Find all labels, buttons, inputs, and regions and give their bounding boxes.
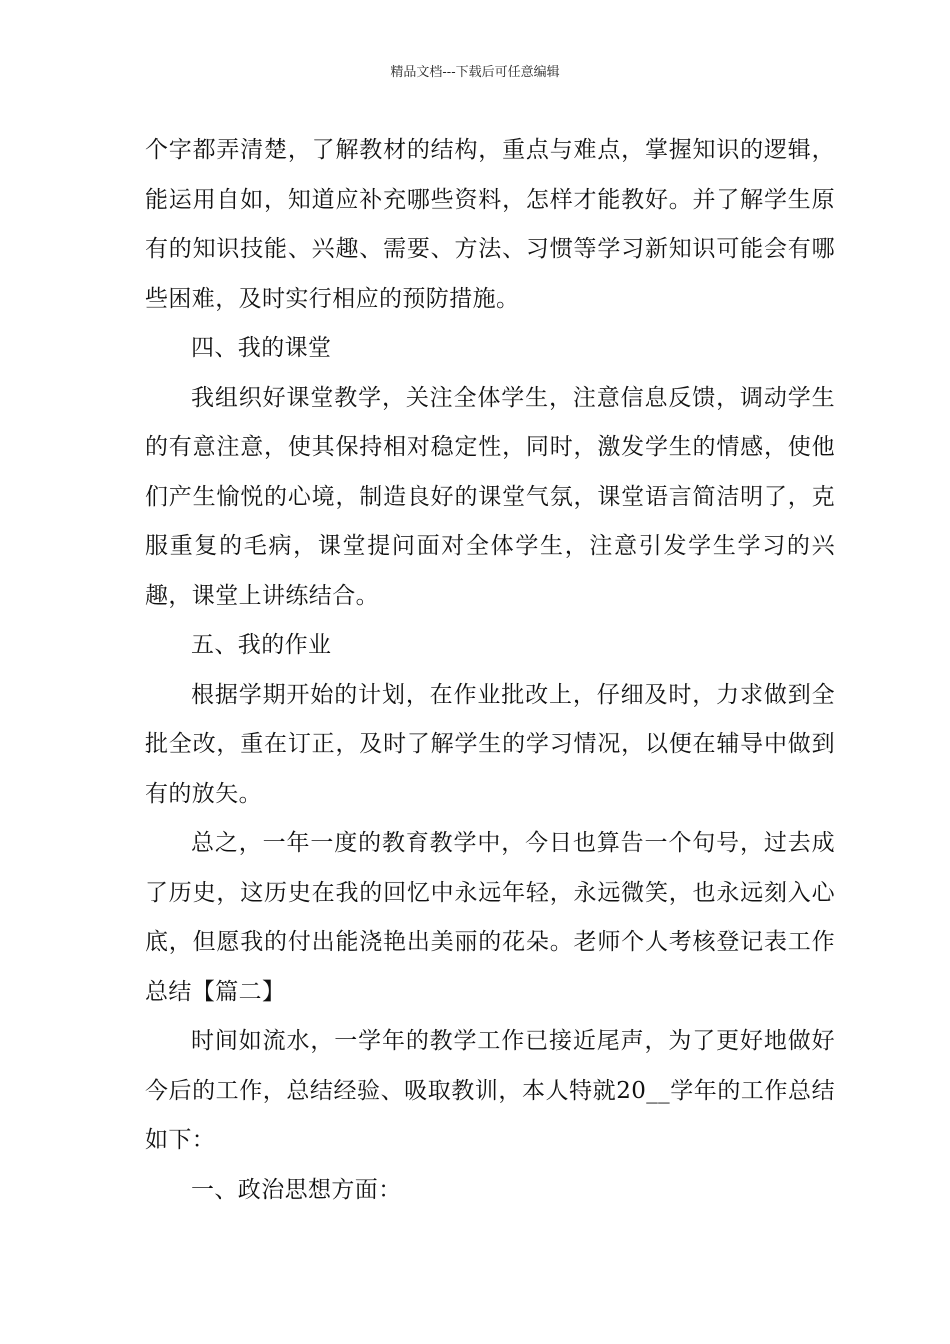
paragraph-homework: 根据学期开始的计划，在作业批改上，仔细及时，力求做到全批全改，重在订正，及时了解学生的学习情况，以便在辅导中做到有的放矢。 [145, 681, 835, 807]
paragraph-continuation: 个字都弄清楚，了解教材的结构，重点与难点，掌握知识的逻辑，能运用自如，知道应补充哪些资料，怎样才能教好。并了解学生原有的知识技能、兴趣、需要、方法、习惯等学习新知识可能会有哪些困难，及时实行相应的预防措施。 [145, 137, 835, 312]
section-heading-homework: 五、我的作业 [191, 632, 332, 658]
section-heading-politics: 一、政治思想方面： [191, 1176, 402, 1203]
section-heading-classroom: 四、我的课堂 [191, 335, 332, 361]
paragraph-summary: 总之，一年一度的教育教学中，今日也算告一个句号，过去成了历史，这历史在我的回忆中永远年轻，永远微笑，也永远刻入心底，但愿我的付出能浇艳出美丽的花朵。老师个人考核登记表工作总结【篇二】 [145, 830, 835, 1005]
paragraph-classroom: 我组织好课堂教学，关注全体学生，注意信息反馈，调动学生的有意注意，使其保持相对稳定性，同时，激发学生的情感，使他们产生愉悦的心境，制造良好的课堂气氛，课堂语言简洁明了，克服重复的毛病，课堂提问面对全体学生，注意引发学生学习的兴趣，课堂上讲练结合。 [145, 384, 835, 609]
page-header: 精品文档---下载后可任意编辑 [390, 65, 560, 80]
document-body [145, 126, 835, 1215]
paragraph-part-two-intro: 时间如流水，一学年的教学工作已接近尾声，为了更好地做好今后的工作，总结经验、吸取教训，本人特就20__学年的工作总结如下： [145, 1028, 835, 1153]
